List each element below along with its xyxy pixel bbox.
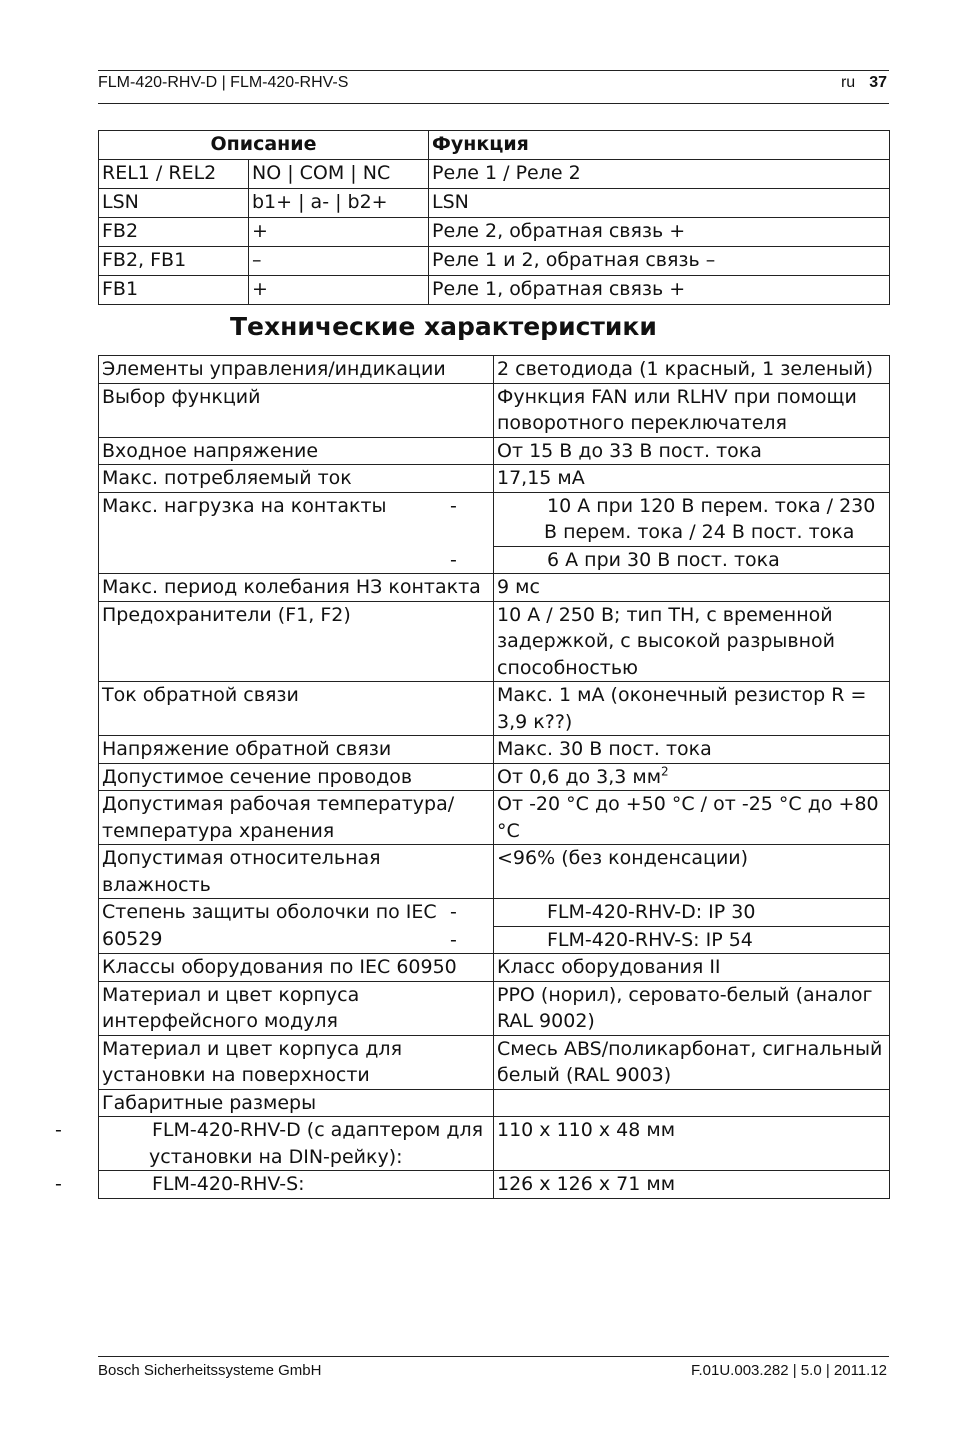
spec-value: 2 светодиода (1 красный, 1 зеленый) bbox=[494, 356, 890, 384]
spec-label: Степень защиты оболочки по IEC 60529 bbox=[99, 899, 494, 954]
header-function: Функция bbox=[429, 131, 890, 160]
spec-value: Класс оборудования II bbox=[494, 954, 890, 982]
spec-row bbox=[99, 492, 890, 546]
spec-label: Материал и цвет корпуса интерфейсного модуля bbox=[99, 981, 494, 1035]
spec-value: От -20 °C до +50 °C / от -25 °C до +80 °C bbox=[494, 791, 890, 845]
spec-row bbox=[99, 682, 890, 736]
spec-row bbox=[99, 601, 890, 682]
table-row bbox=[99, 276, 890, 305]
header-title: FLM-420-RHV-D | FLM-420-RHV-S bbox=[98, 74, 349, 91]
spec-value: PPO (норил), серовато-белый (аналог RAL 9002) bbox=[494, 981, 890, 1035]
spec-label: Допустимая относительная влажность bbox=[99, 845, 494, 899]
spec-row bbox=[99, 899, 890, 927]
spec-value: От 15 В до 33 В пост. тока bbox=[494, 437, 890, 465]
cell: – bbox=[249, 247, 429, 276]
page-footer bbox=[98, 1356, 889, 1385]
cell: Реле 1, обратная связь + bbox=[429, 276, 890, 305]
spec-row bbox=[99, 465, 890, 493]
spec-value: 17,15 мА bbox=[494, 465, 890, 493]
spec-label: Допустимая рабочая температура/ температура хранения bbox=[99, 791, 494, 845]
spec-value: Макс. 30 В пост. тока bbox=[494, 736, 890, 764]
spec-row bbox=[99, 954, 890, 982]
spec-label: Материал и цвет корпуса для установки на поверхности bbox=[99, 1035, 494, 1089]
table-row bbox=[99, 189, 890, 218]
spec-label: Напряжение обратной связи bbox=[99, 736, 494, 764]
cell: LSN bbox=[429, 189, 890, 218]
spec-value: Смесь ABS/поликарбонат, сигнальный белый (RAL 9003) bbox=[494, 1035, 890, 1089]
spec-label: Макс. потребляемый ток bbox=[99, 465, 494, 493]
table-row bbox=[99, 247, 890, 276]
superscript: 2 bbox=[661, 764, 669, 779]
spec-label: Элементы управления/индикации bbox=[99, 356, 494, 384]
spec-label-item bbox=[55, 1117, 494, 1171]
cell: b1+ | a- | b2+ bbox=[249, 189, 429, 218]
cell: + bbox=[249, 218, 429, 247]
spec-label-text: FLM-420-RHV-D (с адаптером для установки на DIN-рейку): bbox=[149, 1119, 484, 1168]
spec-row bbox=[99, 437, 890, 465]
spec-row bbox=[99, 574, 890, 602]
spec-label: Ток обратной связи bbox=[99, 682, 494, 736]
cell: FB2, FB1 bbox=[99, 247, 249, 276]
spec-label-text: FLM-420-RHV-S: bbox=[152, 1173, 305, 1195]
spec-value: <96% (без конденсации) bbox=[494, 845, 890, 899]
bullet-dash: - bbox=[55, 1173, 62, 1195]
spec-value bbox=[494, 763, 890, 791]
spec-row bbox=[99, 383, 890, 437]
table-row bbox=[99, 160, 890, 189]
bullet-dash: - bbox=[450, 494, 457, 517]
spec-value-text: FLM-420-RHV-S: IP 54 bbox=[547, 928, 753, 951]
spec-value-text: 6 А при 30 В пост. тока bbox=[547, 548, 780, 571]
cell: FB1 bbox=[99, 276, 249, 305]
spec-row bbox=[99, 356, 890, 384]
cell: Реле 1 / Реле 2 bbox=[429, 160, 890, 189]
section-title: Технические характеристики bbox=[230, 312, 657, 341]
spec-row bbox=[99, 981, 890, 1035]
table-row bbox=[99, 218, 890, 247]
language-code: ru bbox=[840, 74, 856, 91]
spec-value: 110 x 110 x 48 мм bbox=[494, 1117, 890, 1171]
specifications-table bbox=[55, 355, 890, 1199]
spec-row bbox=[99, 791, 890, 845]
spec-value-item bbox=[450, 899, 890, 927]
bullet-dash: - bbox=[55, 1119, 62, 1141]
spec-value bbox=[494, 1089, 890, 1117]
spec-value: 10 А / 250 В; тип TH, с временной задержкой, с высокой разрывной способностью bbox=[494, 601, 890, 682]
cell: Реле 1 и 2, обратная связь – bbox=[429, 247, 890, 276]
spec-value-item bbox=[450, 492, 890, 546]
spec-label: Классы оборудования по IEC 60950 bbox=[99, 954, 494, 982]
spec-row bbox=[99, 845, 890, 899]
page-number: 37 bbox=[869, 74, 887, 91]
spec-value: 9 мс bbox=[494, 574, 890, 602]
spec-row bbox=[99, 1171, 890, 1199]
cell: LSN bbox=[99, 189, 249, 218]
spec-label: Предохранители (F1, F2) bbox=[99, 601, 494, 682]
header-right bbox=[841, 74, 887, 92]
cell: FB2 bbox=[99, 218, 249, 247]
spec-row bbox=[99, 1117, 890, 1171]
terminal-table bbox=[98, 130, 890, 305]
bullet-dash: - bbox=[450, 548, 457, 571]
spec-row bbox=[99, 736, 890, 764]
cell: + bbox=[249, 276, 429, 305]
spec-label: Входное напряжение bbox=[99, 437, 494, 465]
bullet-dash: - bbox=[450, 901, 457, 923]
spec-label-item bbox=[55, 1171, 494, 1199]
spec-row bbox=[99, 1035, 890, 1089]
spec-value: Макс. 1 мА (оконечный резистор R = 3,9 к??) bbox=[494, 682, 890, 736]
cell: REL1 / REL2 bbox=[99, 160, 249, 189]
spec-label: Допустимое сечение проводов bbox=[99, 763, 494, 791]
spec-value-item bbox=[450, 546, 890, 574]
table-header-row bbox=[99, 131, 890, 160]
cell: NO | COM | NC bbox=[249, 160, 429, 189]
spec-value-text: 10 А при 120 В перем. тока / 230 В перем. тока / 24 В пост. тока bbox=[544, 494, 876, 543]
spec-row bbox=[99, 1089, 890, 1117]
cell: Реле 2, обратная связь + bbox=[429, 218, 890, 247]
spec-value-text: От 0,6 до 3,3 мм bbox=[497, 765, 662, 788]
spec-row bbox=[99, 763, 890, 791]
spec-value-item bbox=[450, 926, 890, 954]
spec-label: Макс. нагрузка на контакты bbox=[99, 492, 494, 574]
spec-value: Функция FAN или RLHV при помощи поворотного переключателя bbox=[494, 383, 890, 437]
spec-value-text: FLM-420-RHV-D: IP 30 bbox=[547, 901, 756, 923]
spec-value: 126 x 126 x 71 мм bbox=[494, 1171, 890, 1199]
footer-docinfo: F.01U.003.282 | 5.0 | 2011.12 bbox=[691, 1362, 887, 1379]
bullet-dash: - bbox=[450, 928, 457, 951]
spec-label: Габаритные размеры bbox=[99, 1089, 494, 1117]
spec-label: Макс. период колебания НЗ контакта bbox=[99, 574, 494, 602]
page-header bbox=[98, 70, 889, 104]
footer-company: Bosch Sicherheitssysteme GmbH bbox=[98, 1362, 322, 1379]
header-description: Описание bbox=[99, 131, 429, 160]
spec-label: Выбор функций bbox=[99, 383, 494, 437]
